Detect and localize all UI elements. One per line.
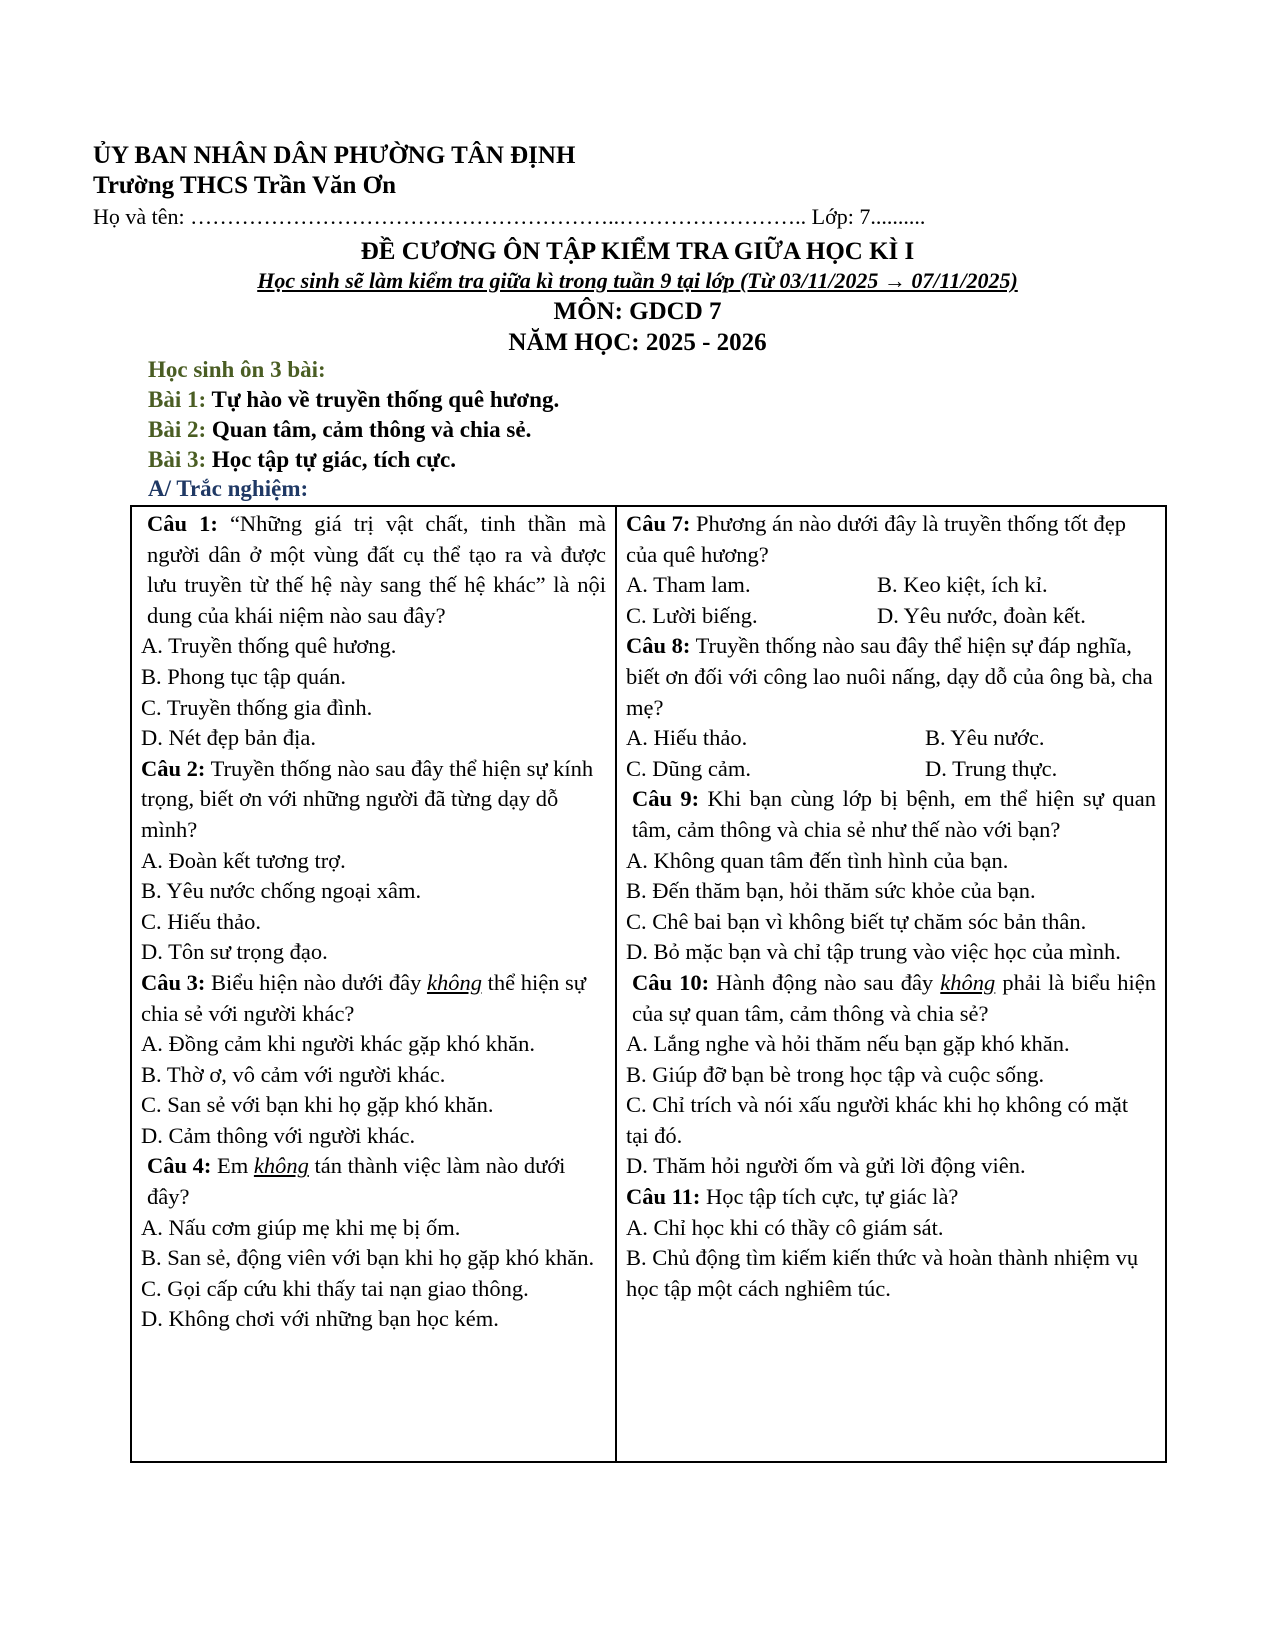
option-c: C. Hiếu thảo.	[141, 908, 261, 934]
question-label: Câu 9:	[632, 786, 700, 812]
question-10	[626, 968, 1156, 1182]
question-text-cont: thể hiện sự chia sẻ với người khác?	[141, 969, 587, 1026]
option-a: A. Truyền thống quê hương.	[141, 633, 397, 659]
lesson-title: Học tập tự giác, tích cực.	[211, 447, 457, 472]
question-stem	[626, 968, 1156, 1029]
option-a: A. Chỉ học khi có thầy cô giám sát.	[626, 1214, 944, 1240]
question-stem	[626, 509, 1156, 570]
option-d: D. Yêu nước, đoàn kết.	[877, 602, 1086, 628]
option-b: B. Thờ ơ, vô cảm với người khác.	[141, 1061, 446, 1087]
question-1	[141, 509, 606, 754]
question-8	[626, 631, 1156, 784]
question-label: Câu 3:	[141, 969, 206, 995]
exam-schedule-note: Học sinh sẽ làm kiểm tra giữa kì trong tuần 9 tại lớp (Từ 03/11/2025 → 07/11/2025)	[257, 268, 1018, 293]
student-name-line: Họ và tên: …………………………………………………..…………………….. Lớp: 7..........	[93, 204, 926, 229]
question-4	[141, 1151, 606, 1335]
option-d: D. Không chơi với những bạn học kém.	[141, 1306, 499, 1332]
lesson-1	[148, 387, 559, 413]
question-stem	[141, 754, 606, 846]
question-label: Câu 10:	[632, 969, 710, 995]
lesson-3	[148, 447, 456, 473]
option-b: B. Keo kiệt, ích kỉ.	[877, 572, 1048, 598]
option-b: B. Yêu nước.	[925, 725, 1045, 751]
option-a: A. Tham lam.	[626, 572, 751, 598]
header-school: Trường THCS Trần Văn Ơn	[93, 172, 397, 199]
question-text: Hành động nào sau đây	[716, 969, 934, 995]
option-c: C. Lười biếng.	[626, 602, 758, 628]
option-d: D. Trung thực.	[925, 755, 1058, 781]
question-stem	[626, 1182, 1156, 1213]
option-a: A. Không quan tâm đến tình hình của bạn.	[626, 847, 1009, 873]
option-a: A. Đồng cảm khi người khác gặp khó khăn.	[141, 1031, 536, 1057]
question-9	[626, 784, 1156, 968]
question-text: Em	[217, 1153, 249, 1179]
lesson-label: Bài 3:	[148, 447, 207, 472]
questions-column-right	[617, 507, 1165, 1461]
question-stem	[141, 509, 606, 631]
section-multiple-choice: A/ Trắc nghiệm:	[148, 476, 309, 501]
emphasis-word: không	[940, 969, 996, 995]
option-d: D. Bỏ mặc bạn và chỉ tập trung vào việc học của mình.	[626, 939, 1121, 965]
document-title: ĐỀ CƯƠNG ÔN TẬP KIỂM TRA GIỮA HỌC KÌ I	[360, 238, 915, 265]
question-2	[141, 754, 606, 968]
emphasis-word: không	[426, 969, 482, 995]
option-b: B. Chủ động tìm kiếm kiến thức và hoàn thành nhiệm vụ học tập một cách nghiêm túc.	[626, 1245, 1139, 1301]
lesson-label: Bài 2:	[148, 417, 207, 442]
question-stem	[141, 1151, 606, 1212]
lesson-title: Quan tâm, cảm thông và chia sẻ.	[211, 417, 532, 442]
option-b: B. Giúp đỡ bạn bè trong học tập và cuộc sống.	[626, 1061, 1045, 1087]
options-row-ab	[626, 723, 1156, 754]
question-label: Câu 4:	[147, 1153, 212, 1179]
option-d: D. Tôn sư trọng đạo.	[141, 939, 328, 965]
questions-column-left	[132, 507, 617, 1461]
question-text: Truyền thống nào sau đây thể hiện sự kính trọng, biết ơn với những người đã từng dạy dỗ mình?	[141, 755, 594, 842]
option-b: B. Phong tục tập quán.	[141, 663, 346, 689]
option-c: C. Truyền thống gia đình.	[141, 694, 373, 720]
option-a: A. Đoàn kết tương trợ.	[141, 847, 346, 873]
question-3	[141, 968, 606, 1152]
option-c: C. Chỉ trích và nói xấu người khác khi họ không có mặt tại đó.	[626, 1092, 1129, 1148]
question-text: Phương án nào dưới đây là truyền thống tốt đẹp của quê hương?	[626, 511, 1127, 567]
question-label: Câu 2:	[141, 755, 206, 781]
question-stem	[626, 631, 1156, 723]
question-label: Câu 11:	[626, 1184, 701, 1210]
question-label: Câu 7:	[626, 511, 691, 536]
question-text-cont: phải là biểu hiện của sự quan tâm, cảm thông và chia sẻ?	[632, 969, 1157, 1026]
question-text: Biểu hiện nào dưới đây	[211, 969, 422, 995]
option-c: C. Gọi cấp cứu khi thấy tai nạn giao thông.	[141, 1275, 529, 1301]
option-b: B. San sẻ, động viên với bạn khi họ gặp khó khăn.	[141, 1245, 595, 1271]
option-d: D. Nét đẹp bản địa.	[141, 725, 316, 751]
option-d: D. Cảm thông với người khác.	[141, 1122, 416, 1148]
question-stem	[141, 968, 606, 1029]
questions-table	[130, 505, 1167, 1463]
option-a: A. Lắng nghe và hỏi thăm nếu bạn gặp khó khăn.	[626, 1031, 1070, 1057]
question-11	[626, 1182, 1156, 1304]
question-text: “Những giá trị vật chất, tinh thần mà người dân ở một vùng đất cụ thể tạo ra và được lưu truyền từ thế hệ này sang thế hệ khác” là nội dung của khái niệm nào sau đây?	[147, 511, 606, 628]
question-text-cont: tán thành việc làm nào dưới đây?	[147, 1153, 566, 1210]
option-d: D. Thăm hỏi người ốm và gửi lời động viên.	[626, 1153, 1026, 1179]
emphasis-word: không	[253, 1153, 309, 1179]
question-label: Câu 8:	[626, 633, 691, 659]
lesson-label: Bài 1:	[148, 387, 207, 412]
option-a: A. Nấu cơm giúp mẹ khi mẹ bị ốm.	[141, 1214, 461, 1240]
subject-line: MÔN: GDCD 7	[553, 298, 722, 325]
question-text: Truyền thống nào sau đây thể hiện sự đáp nghĩa, biết ơn đối với công lao nuôi nấng, dạy dỗ của ông bà, cha mẹ?	[626, 633, 1153, 720]
header-organization: ỦY BAN NHÂN DÂN PHƯỜNG TÂN ĐỊNH	[93, 142, 576, 169]
option-a: A. Hiếu thảo.	[626, 725, 748, 751]
school-year-line: NĂM HỌC: 2025 - 2026	[508, 329, 767, 356]
option-c: C. Dũng cảm.	[626, 755, 751, 781]
review-intro: Học sinh ôn 3 bài:	[148, 357, 326, 382]
option-c: C. San sẻ với bạn khi họ gặp khó khăn.	[141, 1092, 494, 1118]
options-row-ab	[626, 570, 1156, 601]
question-stem	[626, 784, 1156, 845]
lesson-title: Tự hào về truyền thống quê hương.	[211, 387, 560, 412]
options-row-cd	[626, 601, 1156, 632]
lesson-2	[148, 417, 531, 443]
options-row-cd	[626, 754, 1156, 785]
option-b: B. Đến thăm bạn, hỏi thăm sức khỏe của bạn.	[626, 878, 1036, 904]
question-7	[626, 509, 1156, 631]
question-text: Khi bạn cùng lớp bị bệnh, em thể hiện sự quan tâm, cảm thông và chia sẻ như thế nào với bạn?	[632, 786, 1156, 842]
option-b: B. Yêu nước chống ngoại xâm.	[141, 878, 422, 904]
question-label: Câu 1:	[147, 511, 218, 536]
option-c: C. Chê bai bạn vì không biết tự chăm sóc bản thân.	[626, 908, 1087, 934]
question-text: Học tập tích cực, tự giác là?	[706, 1184, 959, 1210]
